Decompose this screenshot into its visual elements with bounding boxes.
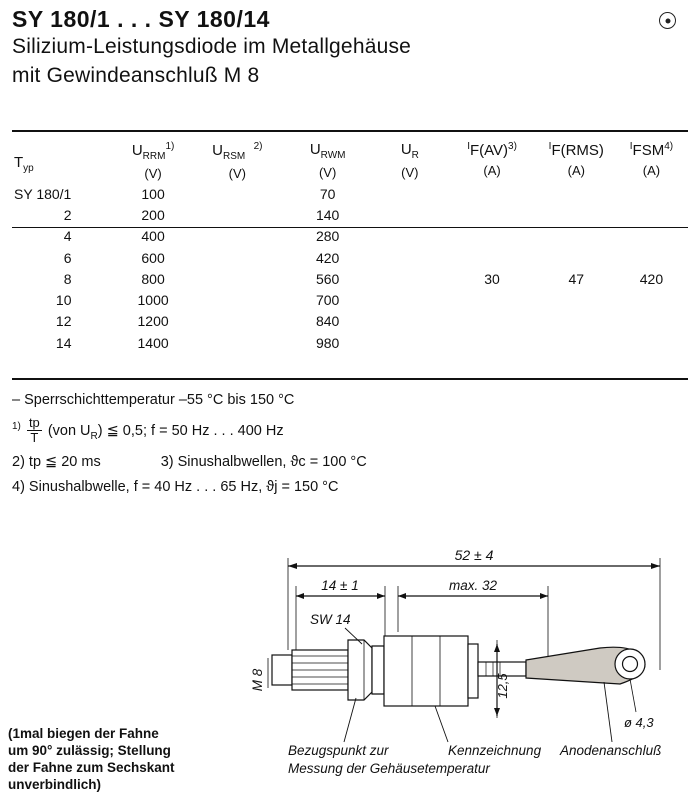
- dim-thread-label: 14 ± 1: [321, 578, 359, 593]
- cell-typ: 12: [55, 313, 72, 330]
- cell-if-av: [446, 333, 537, 354]
- bending-note-line-4: unverbindlich): [8, 776, 102, 792]
- cell-if-av: 30: [484, 270, 500, 287]
- cell-if-av: [446, 290, 537, 311]
- table-row: [12, 333, 688, 354]
- note-3: 3) Sinushalbwellen, ϑc = 100 °C: [160, 453, 367, 470]
- bending-note-line-3: der Fahne zum Sechskant: [8, 759, 175, 775]
- cell-urrm: 100: [141, 185, 165, 202]
- cell-urwm: 840: [315, 313, 340, 330]
- note-1-marker: 1): [12, 421, 21, 433]
- cell-ifsm: [615, 290, 688, 311]
- cell-urwm: 980: [315, 334, 340, 351]
- cell-ursm: [193, 226, 282, 247]
- callout-reference-point-line2: Messung der Gehäusetemperatur: [288, 761, 490, 776]
- cell-ifsm: [615, 248, 688, 269]
- cell-ursm: [193, 184, 282, 205]
- cell-if-rms: [538, 248, 615, 269]
- specification-table: [12, 140, 688, 354]
- cell-if-rms: [538, 311, 615, 332]
- cell-urwm: 280: [315, 228, 340, 245]
- cell-urrm: 800: [141, 270, 165, 287]
- cell-ur: [373, 311, 446, 332]
- cell-ur: [373, 184, 446, 205]
- table-body: [12, 184, 688, 354]
- callout-marking: Kennzeichnung: [448, 743, 542, 758]
- cell-if-rms: [538, 226, 615, 247]
- table-row: [12, 226, 688, 247]
- hole-diameter-label: ø 4,3: [624, 715, 654, 730]
- table-row: [12, 311, 688, 332]
- cell-ifsm: [615, 333, 688, 354]
- cell-ursm: [193, 290, 282, 311]
- cell-if-rms: [538, 290, 615, 311]
- cell-ursm: [193, 311, 282, 332]
- column-header-ursm: $U_{RSM}$ $^{2)}$ (V): [212, 141, 263, 181]
- cell-typ: SY 180/1: [14, 185, 72, 202]
- cell-ifsm: [615, 226, 688, 247]
- cell-if-av: [446, 248, 537, 269]
- callout-anode-terminal: Anodenanschluß: [560, 743, 662, 758]
- cell-if-av: [446, 205, 537, 226]
- cell-typ: 6: [63, 249, 72, 266]
- column-header-typ: $T_{yp}$: [14, 154, 34, 174]
- m8-label: M 8: [250, 668, 265, 692]
- bending-note-line-1: (1mal biegen der Fahne: [8, 726, 159, 741]
- height-label: 12,5: [495, 673, 510, 699]
- cell-ursm: [193, 333, 282, 354]
- cell-ifsm: 420: [639, 270, 664, 287]
- note-4: 4) Sinushalbwelle, f = 40 Hz . . . 65 Hz, ϑj = 150 °C: [12, 479, 339, 496]
- cell-ursm: [193, 248, 282, 269]
- column-header-urwm: $U_{RWM}$ (V): [309, 141, 346, 180]
- dim-total-label: 52 ± 4: [454, 547, 494, 563]
- cell-urrm: 400: [141, 228, 165, 245]
- cell-urwm: 420: [315, 249, 340, 266]
- target-dot-icon: [659, 12, 676, 29]
- cell-urwm: 140: [315, 207, 340, 224]
- cell-typ: 4: [63, 228, 72, 245]
- cell-if-av: [446, 184, 537, 205]
- cell-urrm: 1200: [137, 313, 169, 330]
- column-header-urrm: $U_{RRM}^{1)}$ (V): [131, 141, 175, 181]
- cell-if-av: [446, 311, 537, 332]
- bending-note: [8, 726, 248, 794]
- column-header-ur: $U_R$ (V): [400, 141, 419, 180]
- note-row-2-3: [12, 454, 688, 471]
- cell-typ: 10: [55, 292, 72, 309]
- note-1: [12, 417, 688, 445]
- cell-ifsm: [615, 184, 688, 205]
- cell-ur: [373, 226, 446, 247]
- table-row: [12, 184, 688, 205]
- cell-ur: [373, 333, 446, 354]
- note-1-sub: R: [90, 431, 98, 443]
- table-row: [12, 290, 688, 311]
- table-top-rule: [12, 130, 688, 132]
- cell-urwm: 560: [315, 270, 340, 287]
- cell-ursm: [193, 205, 282, 226]
- cell-urrm: 1400: [137, 334, 169, 351]
- cell-typ: 14: [55, 334, 72, 351]
- cell-ur: [373, 248, 446, 269]
- note-1-numerator: tp: [28, 415, 40, 431]
- dim-max-label: max. 32: [448, 578, 498, 593]
- note-1-tail: ) ≦ 0,5; f = 50 Hz . . . 400 Hz: [97, 423, 284, 440]
- cell-typ: 2: [63, 207, 72, 224]
- footnotes-block: [12, 392, 688, 504]
- table-row: [12, 269, 688, 290]
- cell-ur: [373, 205, 446, 226]
- page-title: SY 180/1 . . . SY 180/14: [12, 6, 270, 32]
- column-header-if-av: $^I$F(AV)$^{3)}$ (A): [467, 141, 517, 179]
- cell-urrm: 1000: [137, 292, 169, 309]
- cell-if-rms: 47: [568, 270, 585, 287]
- cell-urrm: 600: [141, 249, 165, 266]
- cell-typ: 8: [63, 270, 72, 287]
- cell-ifsm: [615, 205, 688, 226]
- cell-if-av: [446, 226, 537, 247]
- sw-label: SW 14: [310, 612, 351, 627]
- cell-urwm: 70: [319, 185, 336, 202]
- title-block: [12, 6, 612, 89]
- table-header-row: [12, 140, 688, 184]
- note-temperature: – Sperrschichttemperatur –55 °C bis 150 °C: [12, 392, 295, 408]
- table-row: [12, 205, 688, 226]
- column-header-if-rms: $^I$F(RMS) (A): [548, 141, 604, 179]
- subtitle-line-2: mit Gewindeanschluß M 8: [12, 63, 260, 87]
- table-bottom-rule: [12, 378, 688, 380]
- note-1-text: (von U: [47, 423, 91, 440]
- note-1-fraction: [27, 416, 42, 444]
- cell-if-rms: [538, 184, 615, 205]
- subtitle-line-1: Silizium-Leistungsdiode im Metallgehäuse: [12, 35, 412, 59]
- note-2: 2) tp ≦ 20 ms: [12, 453, 101, 470]
- note-1-denominator: T: [30, 430, 39, 446]
- cell-urwm: 700: [315, 292, 340, 309]
- cell-ur: [373, 290, 446, 311]
- cell-ursm: [193, 269, 282, 290]
- cell-if-rms: [538, 333, 615, 354]
- column-header-ifsm: $^I$FSM$^{4)}$ (A): [629, 141, 674, 179]
- bending-note-line-2: um 90° zulässig; Stellung: [8, 742, 171, 758]
- table-row: [12, 248, 688, 269]
- cell-if-rms: [538, 205, 615, 226]
- cell-ur: [373, 269, 446, 290]
- callout-reference-point-line1: Bezugspunkt zur: [288, 743, 389, 758]
- cell-ifsm: [615, 311, 688, 332]
- cell-urrm: 200: [141, 207, 165, 224]
